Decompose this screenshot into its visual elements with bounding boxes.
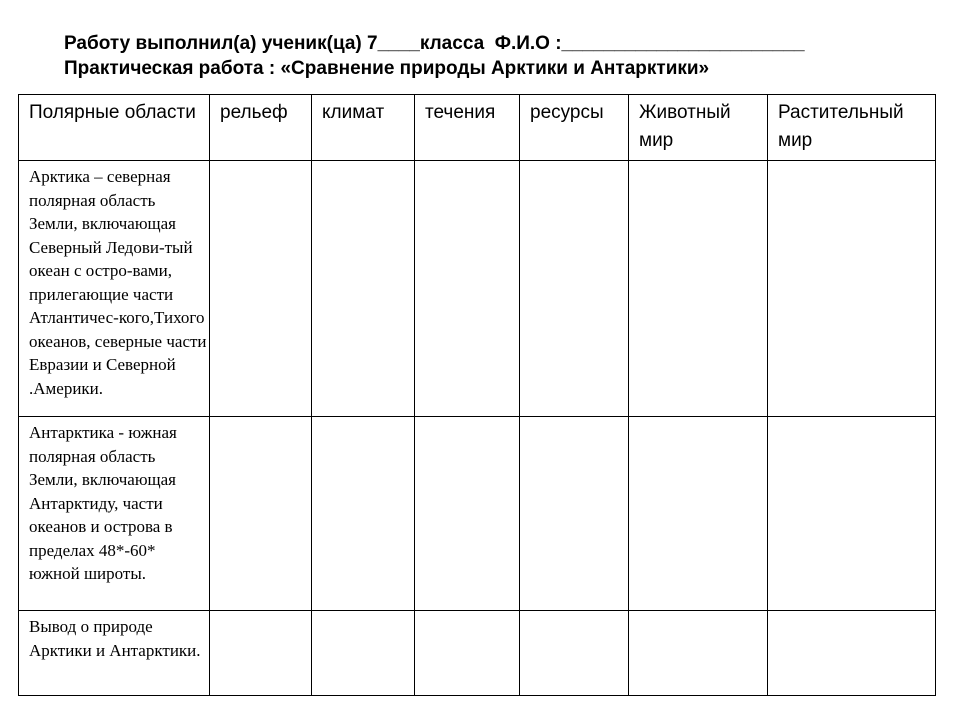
answer-cell-arctic-flora[interactable] [768,161,936,417]
student-info-line: Работу выполнил(а) ученик(ца) 7____класса Ф.И.О :_______________________ [64,33,805,54]
column-header-relief: рельеф [210,95,312,161]
row-label-arctic: Арктика – северная полярная область Земли, включающая Северный Ледови-тый океан с остро-вами, прилегающие части Атлантичес-кого,Тихого океанов, северные части Евразии и Северной .Америки. [19,161,210,417]
table-row-antarctic [19,417,936,611]
answer-cell-antarctic-fauna[interactable] [629,417,768,611]
table-header-row [19,95,936,161]
answer-cell-arctic-climate[interactable] [312,161,415,417]
answer-cell-arctic-relief[interactable] [210,161,312,417]
answer-cell-arctic-resources[interactable] [520,161,629,417]
answer-cell-conclusion-flora[interactable] [768,611,936,696]
answer-cell-conclusion-fauna[interactable] [629,611,768,696]
answer-cell-arctic-fauna[interactable] [629,161,768,417]
table-row-conclusion [19,611,936,696]
column-header-resources: ресурсы [520,95,629,161]
column-header-currents: течения [415,95,520,161]
comparison-table [18,94,936,696]
answer-cell-antarctic-relief[interactable] [210,417,312,611]
answer-cell-antarctic-climate[interactable] [312,417,415,611]
answer-cell-conclusion-currents[interactable] [415,611,520,696]
answer-cell-arctic-currents[interactable] [415,161,520,417]
row-label-conclusion: Вывод о природе Арктики и Антарктики. [19,611,210,696]
answer-cell-conclusion-relief[interactable] [210,611,312,696]
answer-cell-conclusion-climate[interactable] [312,611,415,696]
column-header-climate: климат [312,95,415,161]
worksheet-title: Практическая работа : «Сравнение природы Арктики и Антарктики» [64,58,710,79]
column-header-fauna: Животный мир [629,95,768,161]
answer-cell-antarctic-currents[interactable] [415,417,520,611]
answer-cell-antarctic-flora[interactable] [768,417,936,611]
column-header-flora: Растительный мир [768,95,936,161]
row-label-antarctic: Антарктика - южная полярная область Земли, включающая Антарктиду, части океанов и острова в пределах 48*-60* южной широты. [19,417,210,611]
table-row-arctic [19,161,936,417]
answer-cell-antarctic-resources[interactable] [520,417,629,611]
answer-cell-conclusion-resources[interactable] [520,611,629,696]
column-header-polar-regions: Полярные области [19,95,210,161]
worksheet-header [64,31,944,81]
